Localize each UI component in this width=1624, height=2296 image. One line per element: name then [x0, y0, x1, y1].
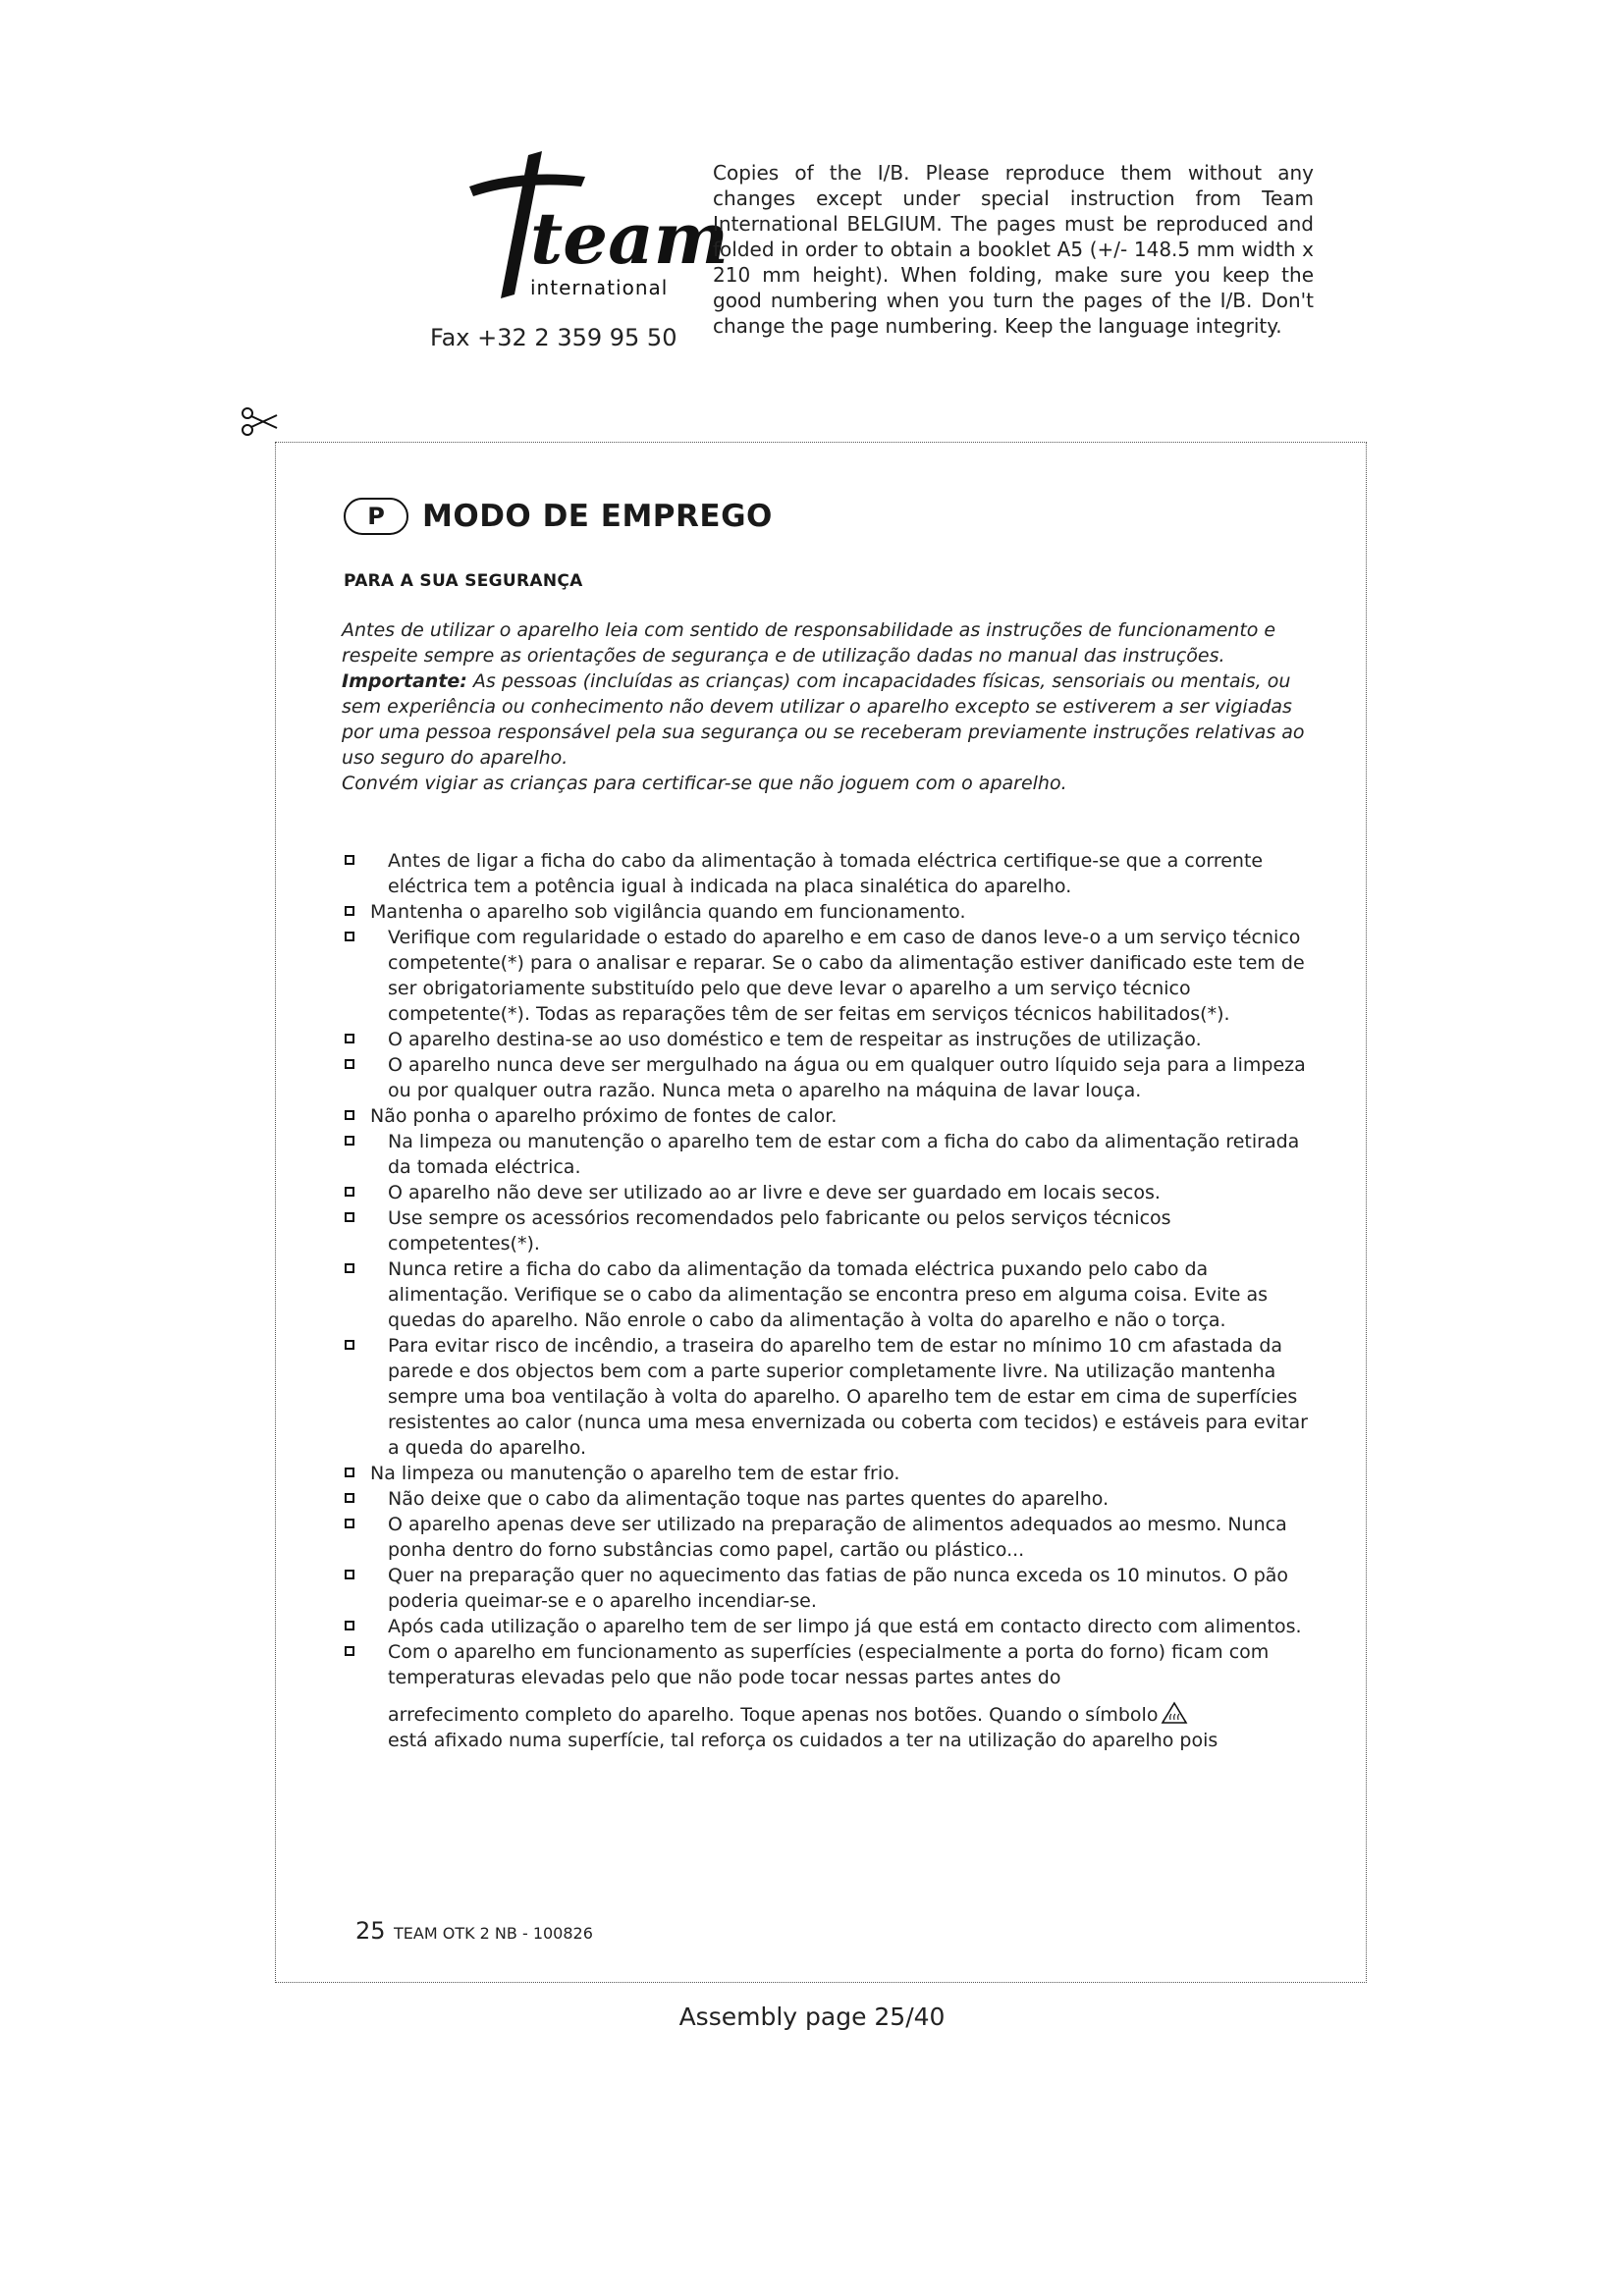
fax-number: Fax +32 2 359 95 50: [430, 324, 677, 351]
list-item: O aparelho não deve ser utilizado ao ar livre e deve ser guardado em locais secos.: [342, 1180, 1324, 1205]
logo-subtext: international: [530, 276, 669, 299]
scissors-icon: [240, 406, 279, 440]
page-title: MODO DE EMPREGO: [422, 499, 773, 534]
copies-note: Copies of the I/B. Please reproduce them without any changes except under special instruction from Team International BELGIUM. The pages must be reproduced and folded in order to obtain a booklet A5 (+/- 148.5 mm width x 210 mm height). When folding, make sure you keep the good numbering when you turn the pages of the I/B. Don't change the page numbering. Keep the language integrity.: [713, 161, 1314, 338]
list-item: Na limpeza ou manutenção o aparelho tem de estar com a ficha do cabo da alimentação retirada da tomada eléctrica.: [342, 1129, 1324, 1180]
intro-text: [342, 617, 1324, 796]
list-item: Após cada utilização o aparelho tem de ser limpo já que está em contacto directo com alimentos.: [342, 1614, 1324, 1639]
list-item: Para evitar risco de incêndio, a traseira do aparelho tem de estar no mínimo 10 cm afastada da parede e dos objectos bem com a parte superior completamente livre. Na utilização mantenha sempre uma boa ventilação à volta do aparelho. O aparelho tem de estar em cima de superfícies resistentes ao calor (nunca uma mesa envernizada ou coberta com tecidos) e estáveis para evitar a queda do aparelho.: [342, 1333, 1324, 1461]
list-item-text: Com o aparelho em funcionamento as superfícies (especialmente a porta do forno) ficam com temperaturas elevadas pelo que não pode tocar nessas partes antes do: [388, 1641, 1270, 1688]
section-title: PARA A SUA SEGURANÇA: [344, 571, 583, 591]
important-text: As pessoas (incluídas as crianças) com incapacidades físicas, sensoriais ou mentais, ou sem experiência ou conhecimento não devem utilizar o aparelho excepto se estiverem a ser vigiadas por uma pessoa responsável pela sua segurança ou se receberam previamente instruções relativas ao uso seguro do aparelho.: [342, 670, 1305, 769]
safety-list: [342, 848, 1324, 1753]
list-item: Nunca retire a ficha do cabo da alimentação da tomada eléctrica puxando pelo cabo da alimentação. Verifique se o cabo da alimentação se encontra preso em alguma coisa. Evite as quedas do aparelho. Não enrole o cabo da alimentação à volta do aparelho e não o torça.: [342, 1256, 1324, 1333]
assembly-page-label: Assembly page 25/40: [678, 2002, 946, 2031]
important-label: Importante:: [342, 670, 467, 692]
logo-text: team: [530, 196, 729, 280]
page-heading: [344, 495, 773, 538]
list-item: O aparelho destina-se ao uso doméstico e tem de respeitar as instruções de utilização.: [342, 1027, 1324, 1052]
list-item: O aparelho nunca deve ser mergulhado na água ou em qualquer outro líquido seja para a limpeza ou por qualquer outra razão. Nunca meta o aparelho na máquina de lavar louça.: [342, 1052, 1324, 1103]
list-item: Use sempre os acessórios recomendados pelo fabricante ou pelos serviços técnicos competentes(*).: [342, 1205, 1324, 1256]
list-item: Antes de ligar a ficha do cabo da alimentação à tomada eléctrica certifique-se que a corrente eléctrica tem a potência igual à indicada na placa sinalética do aparelho.: [342, 848, 1324, 899]
intro-paragraph: Antes de utilizar o aparelho leia com sentido de responsabilidade as instruções de funcionamento e respeite sempre as orientações de segurança e de utilização dadas no manual das instruções.: [342, 619, 1276, 667]
hot-surface-warning-icon: [1162, 1702, 1187, 1724]
list-item-text: arrefecimento completo do aparelho. Toque apenas nos botões. Quando o símbolo: [388, 1704, 1159, 1726]
important-paragraph: [342, 668, 1324, 771]
list-item: Não ponha o aparelho próximo de fontes de calor.: [342, 1103, 1324, 1129]
list-item: Mantenha o aparelho sob vigilância quando em funcionamento.: [342, 899, 1324, 925]
list-item: Não deixe que o cabo da alimentação toque nas partes quentes do aparelho.: [342, 1486, 1324, 1512]
list-item-text: está afixado numa superfície, tal reforça os cuidados a ter na utilização do aparelho pois: [388, 1730, 1218, 1751]
children-paragraph: Convém vigiar as crianças para certificar-se que não joguem com o aparelho.: [342, 773, 1067, 794]
language-badge: P: [344, 498, 408, 535]
document-code: TEAM OTK 2 NB - 100826: [394, 1924, 593, 1943]
team-logo: [412, 147, 729, 314]
list-item: Na limpeza ou manutenção o aparelho tem de estar frio.: [342, 1461, 1324, 1486]
list-item: O aparelho apenas deve ser utilizado na preparação de alimentos adequados ao mesmo. Nunca ponha dentro do forno substâncias como papel, cartão ou plástico...: [342, 1512, 1324, 1563]
list-item: [342, 1639, 1324, 1753]
list-item: Quer na preparação quer no aquecimento das fatias de pão nunca exceda os 10 minutos. O pão poderia queimar-se e o aparelho incendiar-se.: [342, 1563, 1324, 1614]
list-item: Verifique com regularidade o estado do aparelho e em caso de danos leve-o a um serviço técnico competente(*) para o analisar e reparar. Se o cabo da alimentação estiver danificado este tem de ser obrigatoriamente substituído pelo que deve levar o aparelho a um serviço técnico competente(*). Todas as reparações têm de ser feitas em serviços técnicos habilitados(*).: [342, 925, 1324, 1027]
page-number: 25: [355, 1917, 386, 1945]
